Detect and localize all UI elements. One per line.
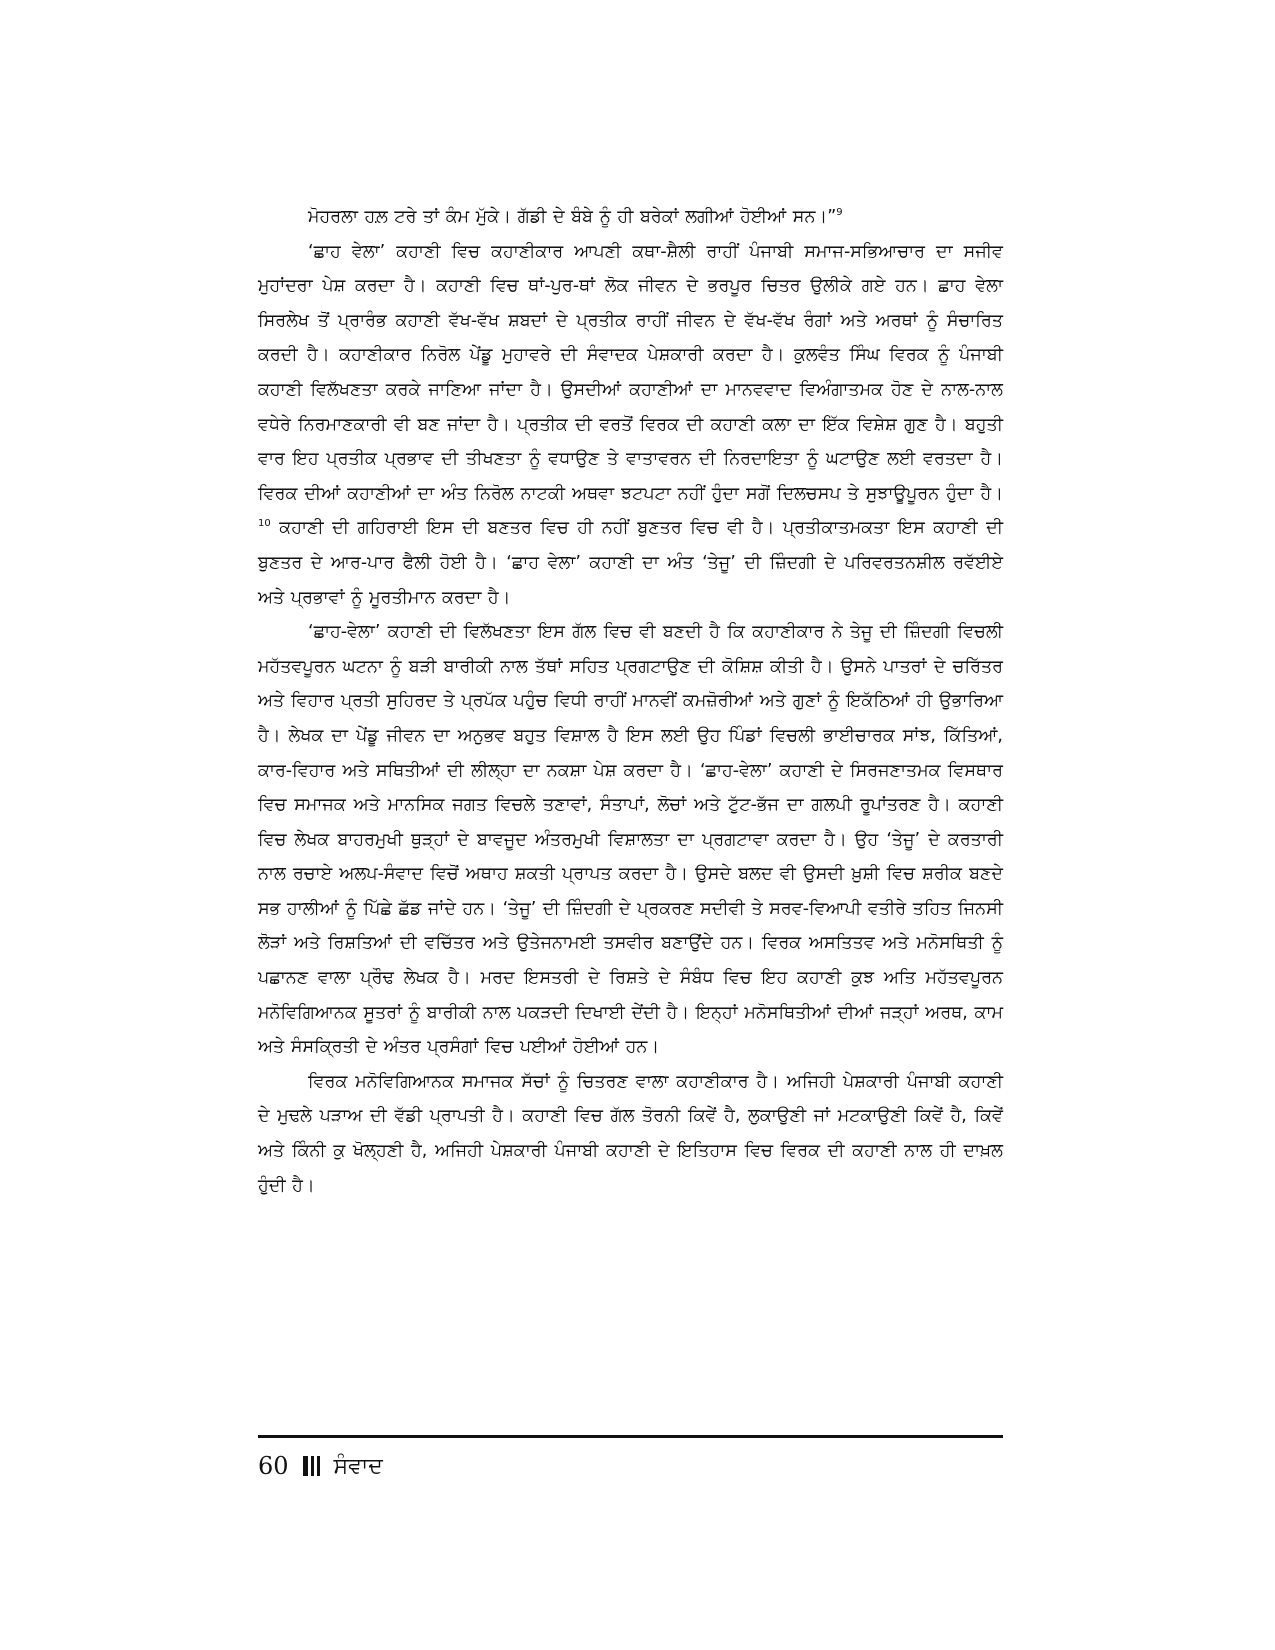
page-number: 60 — [258, 1452, 289, 1480]
paragraph-uniqueness: ‘ਛਾਹ-ਵੇਲਾ’ ਕਹਾਣੀ ਦੀ ਵਿਲੱਖਣਤਾ ਇਸ ਗੱਲ ਵਿਚ ਵੀ ਬਣਦੀ ਹੈ ਕਿ ਕਹਾਣੀਕਾਰ ਨੇ ਤੇਜੂ ਦੀ ਜ਼ਿੰਦਗੀ ਵਿਚਲੀ ਮਹੱਤਵਪੂਰਨ ਘਟਨਾ ਨੂੰ ਬੜੀ ਬਾਰੀਕੀ ਨਾਲ ਤੱਥਾਂ ਸਹਿਤ ਪ੍ਰਗਟਾਉਣ ਦੀ ਕੋਸ਼ਿਸ਼ ਕੀਤੀ ਹੈ। ਉਸਨੇ ਪਾਤਰਾਂ ਦੇ ਚਰਿੱਤਰ ਅਤੇ ਵਿਹਾਰ ਪ੍ਰਤੀ ਸੁਹਿਰਦ ਤੇ ਪ੍ਰਪੱਕ ਪਹੁੰਚ ਵਿਧੀ ਰਾਹੀਂ ਮਾਨਵੀਂ ਕਮਜ਼ੋਰੀਆਂ ਅਤੇ ਗੁਣਾਂ ਨੂੰ ਇਕੱਠਿਆਂ ਹੀ ਉਭਾਰਿਆ ਹੈ। ਲੇਖਕ ਦਾ ਪੇਂਡੂ ਜੀਵਨ ਦਾ ਅਨੁਭਵ ਬਹੁਤ ਵਿਸ਼ਾਲ ਹੈ ਇਸ ਲਈ ਉਹ ਪਿੰਡਾਂ ਵਿਚਲੀ ਭਾਈਚਾਰਕ ਸਾਂਝ, ਕਿੱਤਿਆਂ, ਕਾਰ-ਵਿਹਾਰ ਅਤੇ ਸਥਿਤੀਆਂ ਦੀ ਲੀਲ੍ਹਾ ਦਾ ਨਕਸ਼ਾ ਪੇਸ਼ ਕਰਦਾ ਹੈ। ‘ਛਾਹ-ਵੇਲਾ’ ਕਹਾਣੀ ਦੇ ਸਿਰਜਣਾਤਮਕ ਵਿਸਥਾਰ ਵਿਚ ਸਮਾਜਕ ਅਤੇ ਮਾਨਸਿਕ ਜਗਤ ਵਿਚਲੇ ਤਣਾਵਾਂ, ਸੰਤਾਪਾਂ, ਲੋਚਾਂ ਅਤੇ ਟੁੱਟ-ਭੱਜ ਦਾ ਗਲਪੀ ਰੂਪਾਂਤਰਣ ਹੈ। ਕਹਾਣੀ ਵਿਚ ਲੇਖਕ ਬਾਹਰਮੁਖੀ ਥੁੜ੍ਹਾਂ ਦੇ ਬਾਵਜੂਦ ਅੰਤਰਮੁਖੀ ਵਿਸ਼ਾਲਤਾ ਦਾ ਪ੍ਰਗਟਾਵਾ ਕਰਦਾ ਹੈ। ਉਹ ‘ਤੇਜੂ’ ਦੇ ਕਰਤਾਰੀ ਨਾਲ ਰਚਾਏ ਅਲਪ-ਸੰਵਾਦ ਵਿਚੋਂ ਅਥਾਹ ਸ਼ਕਤੀ ਪ੍ਰਾਪਤ ਕਰਦਾ ਹੈ। ਉਸਦੇ ਬਲਦ ਵੀ ਉਸਦੀ ਖ਼ੁਸ਼ੀ ਵਿਚ ਸ਼ਰੀਕ ਬਣਦੇ ਸਭ ਹਾਲੀਆਂ ਨੂੰ ਪਿੱਛੇ ਛੱਡ ਜਾਂਦੇ ਹਨ। ‘ਤੇਜੂ’ ਦੀ ਜ਼ਿੰਦਗੀ ਦੇ ਪ੍ਰਕਰਣ ਸਦੀਵੀ ਤੇ ਸਰਵ-ਵਿਆਪੀ ਵਤੀਰੇ ਤਹਿਤ ਜਿਨਸੀ ਲੋੜਾਂ ਅਤੇ ਰਿਸ਼ਤਿਆਂ ਦੀ ਵਚਿੱਤਰ ਅਤੇ ਉਤੇਜਨਾਮਈ ਤਸਵੀਰ ਬਣਾਉਂਦੇ ਹਨ। ਵਿਰਕ ਅਸਤਿਤਵ ਅਤੇ ਮਨੋਸਥਿਤੀ ਨੂੰ ਪਛਾਨਣ ਵਾਲਾ ਪ੍ਰੌਢ ਲੇਖਕ ਹੈ। ਮਰਦ ਇਸਤਰੀ ਦੇ ਰਿਸ਼ਤੇ ਦੇ ਸੰਬੰਧ ਵਿਚ ਇਹ ਕਹਾਣੀ ਕੁਝ ਅਤਿ ਮਹੱਤਵਪੂਰਨ ਮਨੋਵਿਗਿਆਨਕ ਸੂਤਰਾਂ ਨੂੰ ਬਾਰੀਕੀ ਨਾਲ ਪਕੜਦੀ ਦਿਖਾਈ ਦੇਂਦੀ ਹੈ। ਇਨ੍ਹਾਂ ਮਨੋਸਥਿਤੀਆਂ ਦੀਆਂ ਜੜ੍ਹਾਂ ਅਰਥ, ਕਾਮ ਅਤੇ ਸੰਸਕ੍ਰਿਤੀ ਦੇ ਅੰਤਰ ਪ੍ਰਸੰਗਾਂ ਵਿਚ ਪਈਆਂ ਹੋਈਆਂ ਹਨ। — [258, 622, 1003, 1058]
paragraph-text: ਮੋਹਰਲਾ ਹਲ਼ ਟਰੇ ਤਾਂ ਕੰਮ ਮੁੱਕੇ। ਗੱਡੀ ਦੇ ਬੰਬੇ ਨੂੰ ਹੀ ਬਰੇਕਾਂ ਲਗੀਆਂ ਹੋਈਆਂ ਸਨ।” — [308, 207, 837, 227]
paragraph-chhah-vela-intro — [258, 235, 1003, 616]
vertical-bars-icon — [303, 1455, 320, 1477]
footnote-ref: 9 — [836, 207, 843, 219]
footer-divider — [258, 1435, 1003, 1438]
journal-name: ਸੰਵਾਦ — [333, 1453, 383, 1479]
page-footer — [258, 1446, 383, 1486]
paragraph-conclusion: ਵਿਰਕ ਮਨੋਵਿਗਿਆਨਕ ਸਮਾਜਕ ਸੱਚਾਂ ਨੂੰ ਚਿਤਰਣ ਵਾਲਾ ਕਹਾਣੀਕਾਰ ਹੈ। ਅਜਿਹੀ ਪੇਸ਼ਕਾਰੀ ਪੰਜਾਬੀ ਕਹਾਣੀ ਦੇ ਮੁਢਲੇ ਪੜਾਅ ਦੀ ਵੱਡੀ ਪ੍ਰਾਪਤੀ ਹੈ। ਕਹਾਣੀ ਵਿਚ ਗੱਲ ਤੋਰਨੀ ਕਿਵੇਂ ਹੈ, ਲੁਕਾਉਣੀ ਜਾਂ ਮਟਕਾਉਣੀ ਕਿਵੇਂ ਹੈ, ਕਿਵੇਂ ਅਤੇ ਕਿੰਨੀ ਕੁ ਖੋਲ੍ਹਣੀ ਹੈ, ਅਜਿਹੀ ਪੇਸ਼ਕਾਰੀ ਪੰਜਾਬੀ ਕਹਾਣੀ ਦੇ ਇਤਿਹਾਸ ਵਿਚ ਵਿਰਕ ਦੀ ਕਹਾਣੀ ਨਾਲ ਹੀ ਦਾਖ਼ਲ ਹੁੰਦੀ ਹੈ। — [258, 1071, 1003, 1196]
page-body — [258, 200, 1003, 1203]
paragraph-quote-end — [258, 200, 1003, 235]
paragraph-text: ‘ਛਾਹ ਵੇਲਾ’ ਕਹਾਣੀ ਵਿਚ ਕਹਾਣੀਕਾਰ ਆਪਣੀ ਕਥਾ-ਸ਼ੈਲੀ ਰਾਹੀਂ ਪੰਜਾਬੀ ਸਮਾਜ-ਸਭਿਆਚਾਰ ਦਾ ਸਜੀਵ ਮੁਹਾਂਦਰਾ ਪੇਸ਼ ਕਰਦਾ ਹੈ। ਕਹਾਣੀ ਵਿਚ ਥਾਂ-ਪੁਰ-ਥਾਂ ਲੋਕ ਜੀਵਨ ਦੇ ਭਰਪੂਰ ਚਿਤਰ ਉਲੀਕੇ ਗਏ ਹਨ। ਛਾਹ ਵੇਲਾ ਸਿਰਲੇਖ ਤੋਂ ਪ੍ਰਾਰੰਭ ਕਹਾਣੀ ਵੱਖ-ਵੱਖ ਸ਼ਬਦਾਂ ਦੇ ਪ੍ਰਤੀਕ ਰਾਹੀਂ ਜੀਵਨ ਦੇ ਵੱਖ-ਵੱਖ ਰੰਗਾਂ ਅਤੇ ਅਰਥਾਂ ਨੂੰ ਸੰਚਾਰਿਤ ਕਰਦੀ ਹੈ। ਕਹਾਣੀਕਾਰ ਨਿਰੋਲ ਪੇਂਡੂ ਮੁਹਾਵਰੇ ਦੀ ਸੰਵਾਦਕ ਪੇਸ਼ਕਾਰੀ ਕਰਦਾ ਹੈ। ਕੁਲਵੰਤ ਸਿੰਘ ਵਿਰਕ ਨੂੰ ਪੰਜਾਬੀ ਕਹਾਣੀ ਵਿਲੱਖਣਤਾ ਕਰਕੇ ਜਾਣਿਆ ਜਾਂਦਾ ਹੈ। ਉਸਦੀਆਂ ਕਹਾਣੀਆਂ ਦਾ ਮਾਨਵਵਾਦ ਵਿਅੰਗਾਤਮਕ ਹੋਣ ਦੇ ਨਾਲ-ਨਾਲ ਵਧੇਰੇ ਨਿਰਮਾਣਕਾਰੀ ਵੀ ਬਣ ਜਾਂਦਾ ਹੈ। ਪ੍ਰਤੀਕ ਦੀ ਵਰਤੋਂ ਵਿਰਕ ਦੀ ਕਹਾਣੀ ਕਲਾ ਦਾ ਇੱਕ ਵਿਸ਼ੇਸ਼ ਗੁਣ ਹੈ। ਬਹੁਤੀ ਵਾਰ ਇਹ ਪ੍ਰਤੀਕ ਪ੍ਰਭਾਵ ਦੀ ਤੀਖਣਤਾ ਨੂੰ ਵਧਾਉਣ ਤੇ ਵਾਤਾਵਰਨ ਦੀ ਨਿਰਦਾਇਤਾ ਨੂੰ ਘਟਾਉਣ ਲਈ ਵਰਤਦਾ ਹੈ। ਵਿਰਕ ਦੀਆਂ ਕਹਾਣੀਆਂ ਦਾ ਅੰਤ ਨਿਰੋਲ ਨਾਟਕੀ ਅਥਵਾ ਝਟਪਟਾ ਨਹੀਂ ਹੁੰਦਾ ਸਗੋਂ ਦਿਲਚਸਪ ਤੇ ਸੁਝਾਊਪੂਰਨ ਹੁੰਦਾ ਹੈ। — [258, 241, 1003, 504]
footnote-ref: 10 — [258, 518, 271, 530]
paragraph-text: ਕਹਾਣੀ ਦੀ ਗਹਿਰਾਈ ਇਸ ਦੀ ਬਣਤਰ ਵਿਚ ਹੀ ਨਹੀਂ ਬੁਣਤਰ ਵਿਚ ਵੀ ਹੈ। ਪ੍ਰਤੀਕਾਤਮਕਤਾ ਇਸ ਕਹਾਣੀ ਦੀ ਬੁਣਤਰ ਦੇ ਆਰ-ਪਾਰ ਫੈਲੀ ਹੋਈ ਹੈ। ‘ਛਾਹ ਵੇਲਾ’ ਕਹਾਣੀ ਦਾ ਅੰਤ ‘ਤੇਜੂ’ ਦੀ ਜ਼ਿੰਦਗੀ ਦੇ ਪਰਿਵਰਤਨਸ਼ੀਲ ਰਵੱਈਏ ਅਤੇ ਪ੍ਰਭਾਵਾਂ ਨੂੰ ਮੂਰਤੀਮਾਨ ਕਰਦਾ ਹੈ। — [258, 518, 1003, 608]
